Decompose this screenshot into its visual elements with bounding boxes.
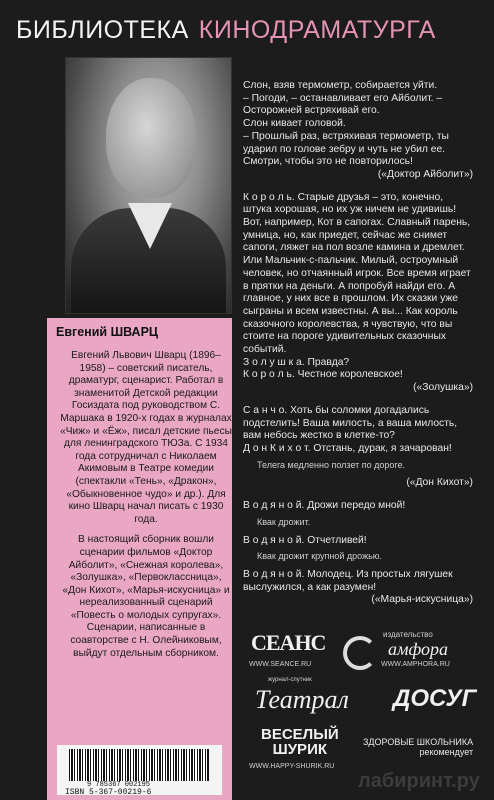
series-title-part1: БИБЛИОТЕКА <box>16 15 189 44</box>
amfora-url: WWW.AMPHORA.RU <box>381 661 450 668</box>
amfora-tagline: издательство <box>383 630 433 639</box>
series-title-part2: КИНОДРАМАТУРГА <box>198 15 436 44</box>
amfora-logo: амфора <box>388 639 449 659</box>
series-title <box>16 10 486 50</box>
shurik-url: WWW.HAPPY-SHURIK.RU <box>249 763 335 770</box>
excerpt: В о д я н о й. Отчетливей! <box>243 534 367 546</box>
barcode-number: 9 785367 002195 <box>87 781 151 789</box>
shurik-logo: ВЕСЕЛЫЙ ШУРИК <box>261 726 339 758</box>
bio-paragraph: В настоящий сборник вошли сценарии фильмов «Доктор Айболит», «Снежная королева», «Золушка», «Первоклассница», «Дон Кихот», «Марья-искусница» и нереализованный сценарий «Повесть о молодых супругах». Сценарии, написанные в соавторстве с Н. Олейниковым, выйдут отдельным сборником. <box>62 534 230 659</box>
seance-url: WWW.SEANCE.RU <box>249 661 312 668</box>
publisher-logos <box>243 630 483 795</box>
seance-logo: СЕАНС <box>251 630 326 655</box>
teatral-logo: Театрал <box>255 685 349 714</box>
excerpt: Слон, взяв термометр, собирается уйти. – Погоди, – останавливает его Айболит. – Осторожней встряхивай его. Слон кивает головой. – Прошлый раз, встряхивая термометр, ты ударил по голове зебру и чуть не убил ее. Смотри, чтобы это не повторилось! <box>243 80 449 168</box>
author-name: Евгений ШВАРЦ <box>56 325 159 339</box>
excerpt-source: («Золушка») <box>413 382 473 394</box>
excerpt: К о р о л ь. Старые друзья – это, конечно, штука хорошая, но их уж ничем не удивишь! Вот, например, Кот в сапогах. Славный парень, умница, но, как приедет, сейчас же снимет сапоги, ляжет на пол возле камина и дремлет. Или Мальчик-с-пальчик. Милый, остроумный человек, но отчаянный игрок. Все время играет в прятки на деньги. А попробуй найди его. А главное, у них все в прошлом. Их сказки уже сыграны и всем известны. А вы... Как король сказочного королевства, я чувствую, что вы стоите на пороге удивительных сказочных событий. З о л у ш к а. Правда? К о р о л ь. Честное королевское! <box>243 191 471 381</box>
barcode-box <box>57 745 222 795</box>
isbn: ISBN 5-367-00219-6 <box>65 788 152 797</box>
author-bio <box>60 350 232 668</box>
excerpt-source: («Марья-искусница») <box>371 594 473 606</box>
stage-direction: Квак дрожит крупной дрожью. <box>257 551 383 562</box>
excerpts <box>243 80 473 617</box>
excerpt-source: («Дон Кихот») <box>406 477 473 489</box>
amfora-spiral-icon <box>343 636 377 670</box>
dosug-logo: ДОСУГ <box>393 685 477 712</box>
zdorov-logo: ЗДОРОВЫЕ ШКОЛЬНИКА рекомендует <box>363 737 474 757</box>
excerpt: С а н ч о. Хоть бы соломки догадались подстелить! Ваша милость, а ваша милость, вам небось жестко в клетке-то? Д о н К и х о т. Отстань, дурак, я зачарован! <box>243 404 458 454</box>
excerpt: В о д я н о й. Молодец. Из простых лягушек выслужился, а как разумен! <box>243 568 453 593</box>
author-portrait <box>65 57 232 314</box>
barcode <box>69 749 209 781</box>
excerpt-source: («Доктор Айболит») <box>377 168 473 180</box>
teatral-tagline: журнал-спутник <box>268 677 312 683</box>
labirint-watermark: лабиринт.ру <box>358 770 480 792</box>
bio-paragraph: Евгений Львович Шварц (1896–1958) – советский писатель, драматург, сценарист. Работал в знаменитой Детской редакции Госиздата под руководством С. Маршака в 1920-х годах в журналах «Чиж» и «Ёж», писал детские пьесы для ленинградского ТЮЗа. С 1934 года сотрудничал с Николаем Акимовым в Театре комедии (спектакли «Тень», «Дракон», «Обыкновенное чудо» и др.). Для кино Шварц начал писать с 1930 года. <box>60 350 232 525</box>
excerpt: В о д я н о й. Дрожи передо мной! <box>243 500 406 512</box>
stage-direction: Телега медленно ползет по дороге. <box>257 459 406 470</box>
stage-direction: Квак дрожит. <box>257 516 311 527</box>
